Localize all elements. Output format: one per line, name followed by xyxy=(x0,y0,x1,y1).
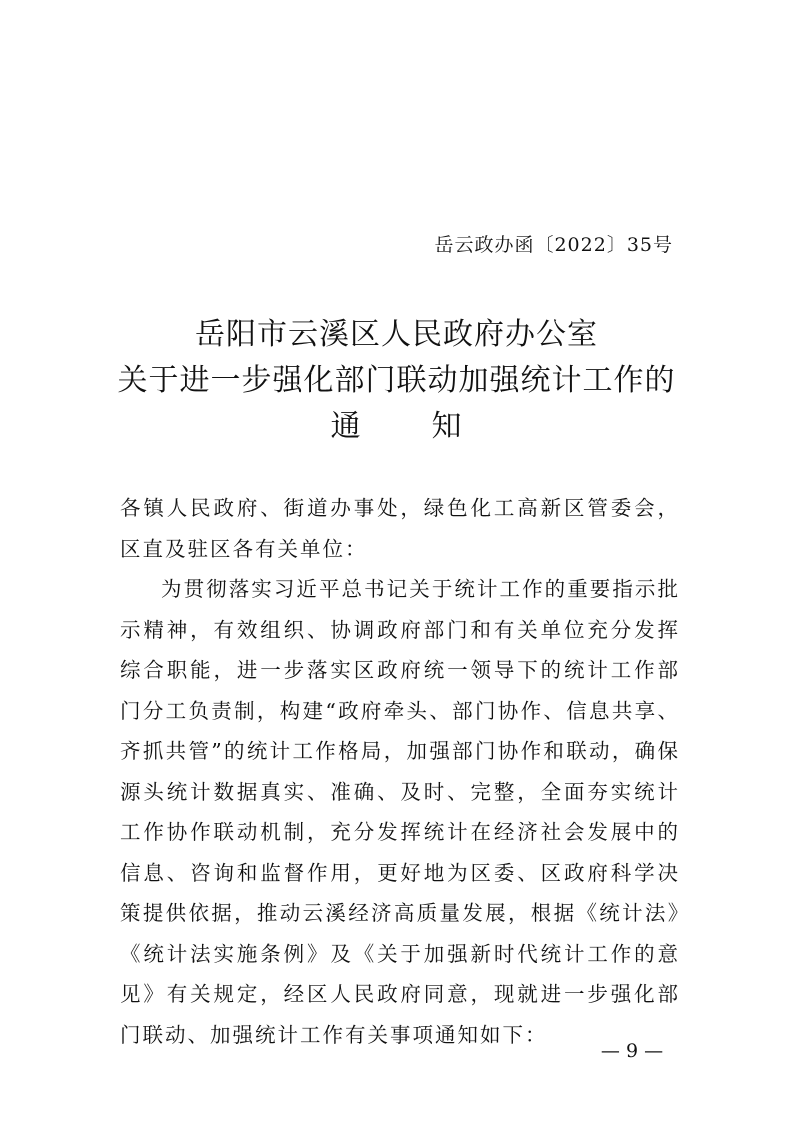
title-line-notice xyxy=(60,404,733,450)
title-notice-char-2: 知 xyxy=(431,409,463,444)
page-number: — 9 — xyxy=(600,1040,664,1062)
title-notice-char-1: 通 xyxy=(330,409,362,444)
title-line-1: 岳阳市云溪区人民政府办公室 xyxy=(195,317,598,352)
body-paragraph: 为贯彻落实习近平总书记关于统计工作的重要指示批示精神，有效组织、协调政府部门和有关单位充分发挥综合职能，进一步落实区政府统一领导下的统计工作部门分工负责制，构建“政府牵头、部门协作、信息共享、齐抓共管”的统计工作格局，加强部门协作和联动，确保源头统计数据真实、准确、及时、完整，全面夯实统计工作协作联动机制，充分发挥统计在经济社会发展中的信息、咨询和监督作用，更好地为区委、区政府科学决策提供依据，推动云溪经济高质量发展，根据《统计法》《统计法实施条例》及《关于加强新时代统计工作的意见》有关规定，经区人民政府同意，现就进一步强化部门联动、加强统计工作有关事项通知如下： xyxy=(120,577,680,1047)
document-body xyxy=(120,488,680,1055)
document-title xyxy=(60,312,733,450)
title-line-2: 关于进一步强化部门联动加强统计工作的 xyxy=(117,363,676,398)
document-number: 岳云政办函〔2022〕35号 xyxy=(434,234,673,256)
salutation: 各镇人民政府、街道办事处，绿色化工高新区管委会，区直及驻区各有关单位： xyxy=(120,496,680,561)
